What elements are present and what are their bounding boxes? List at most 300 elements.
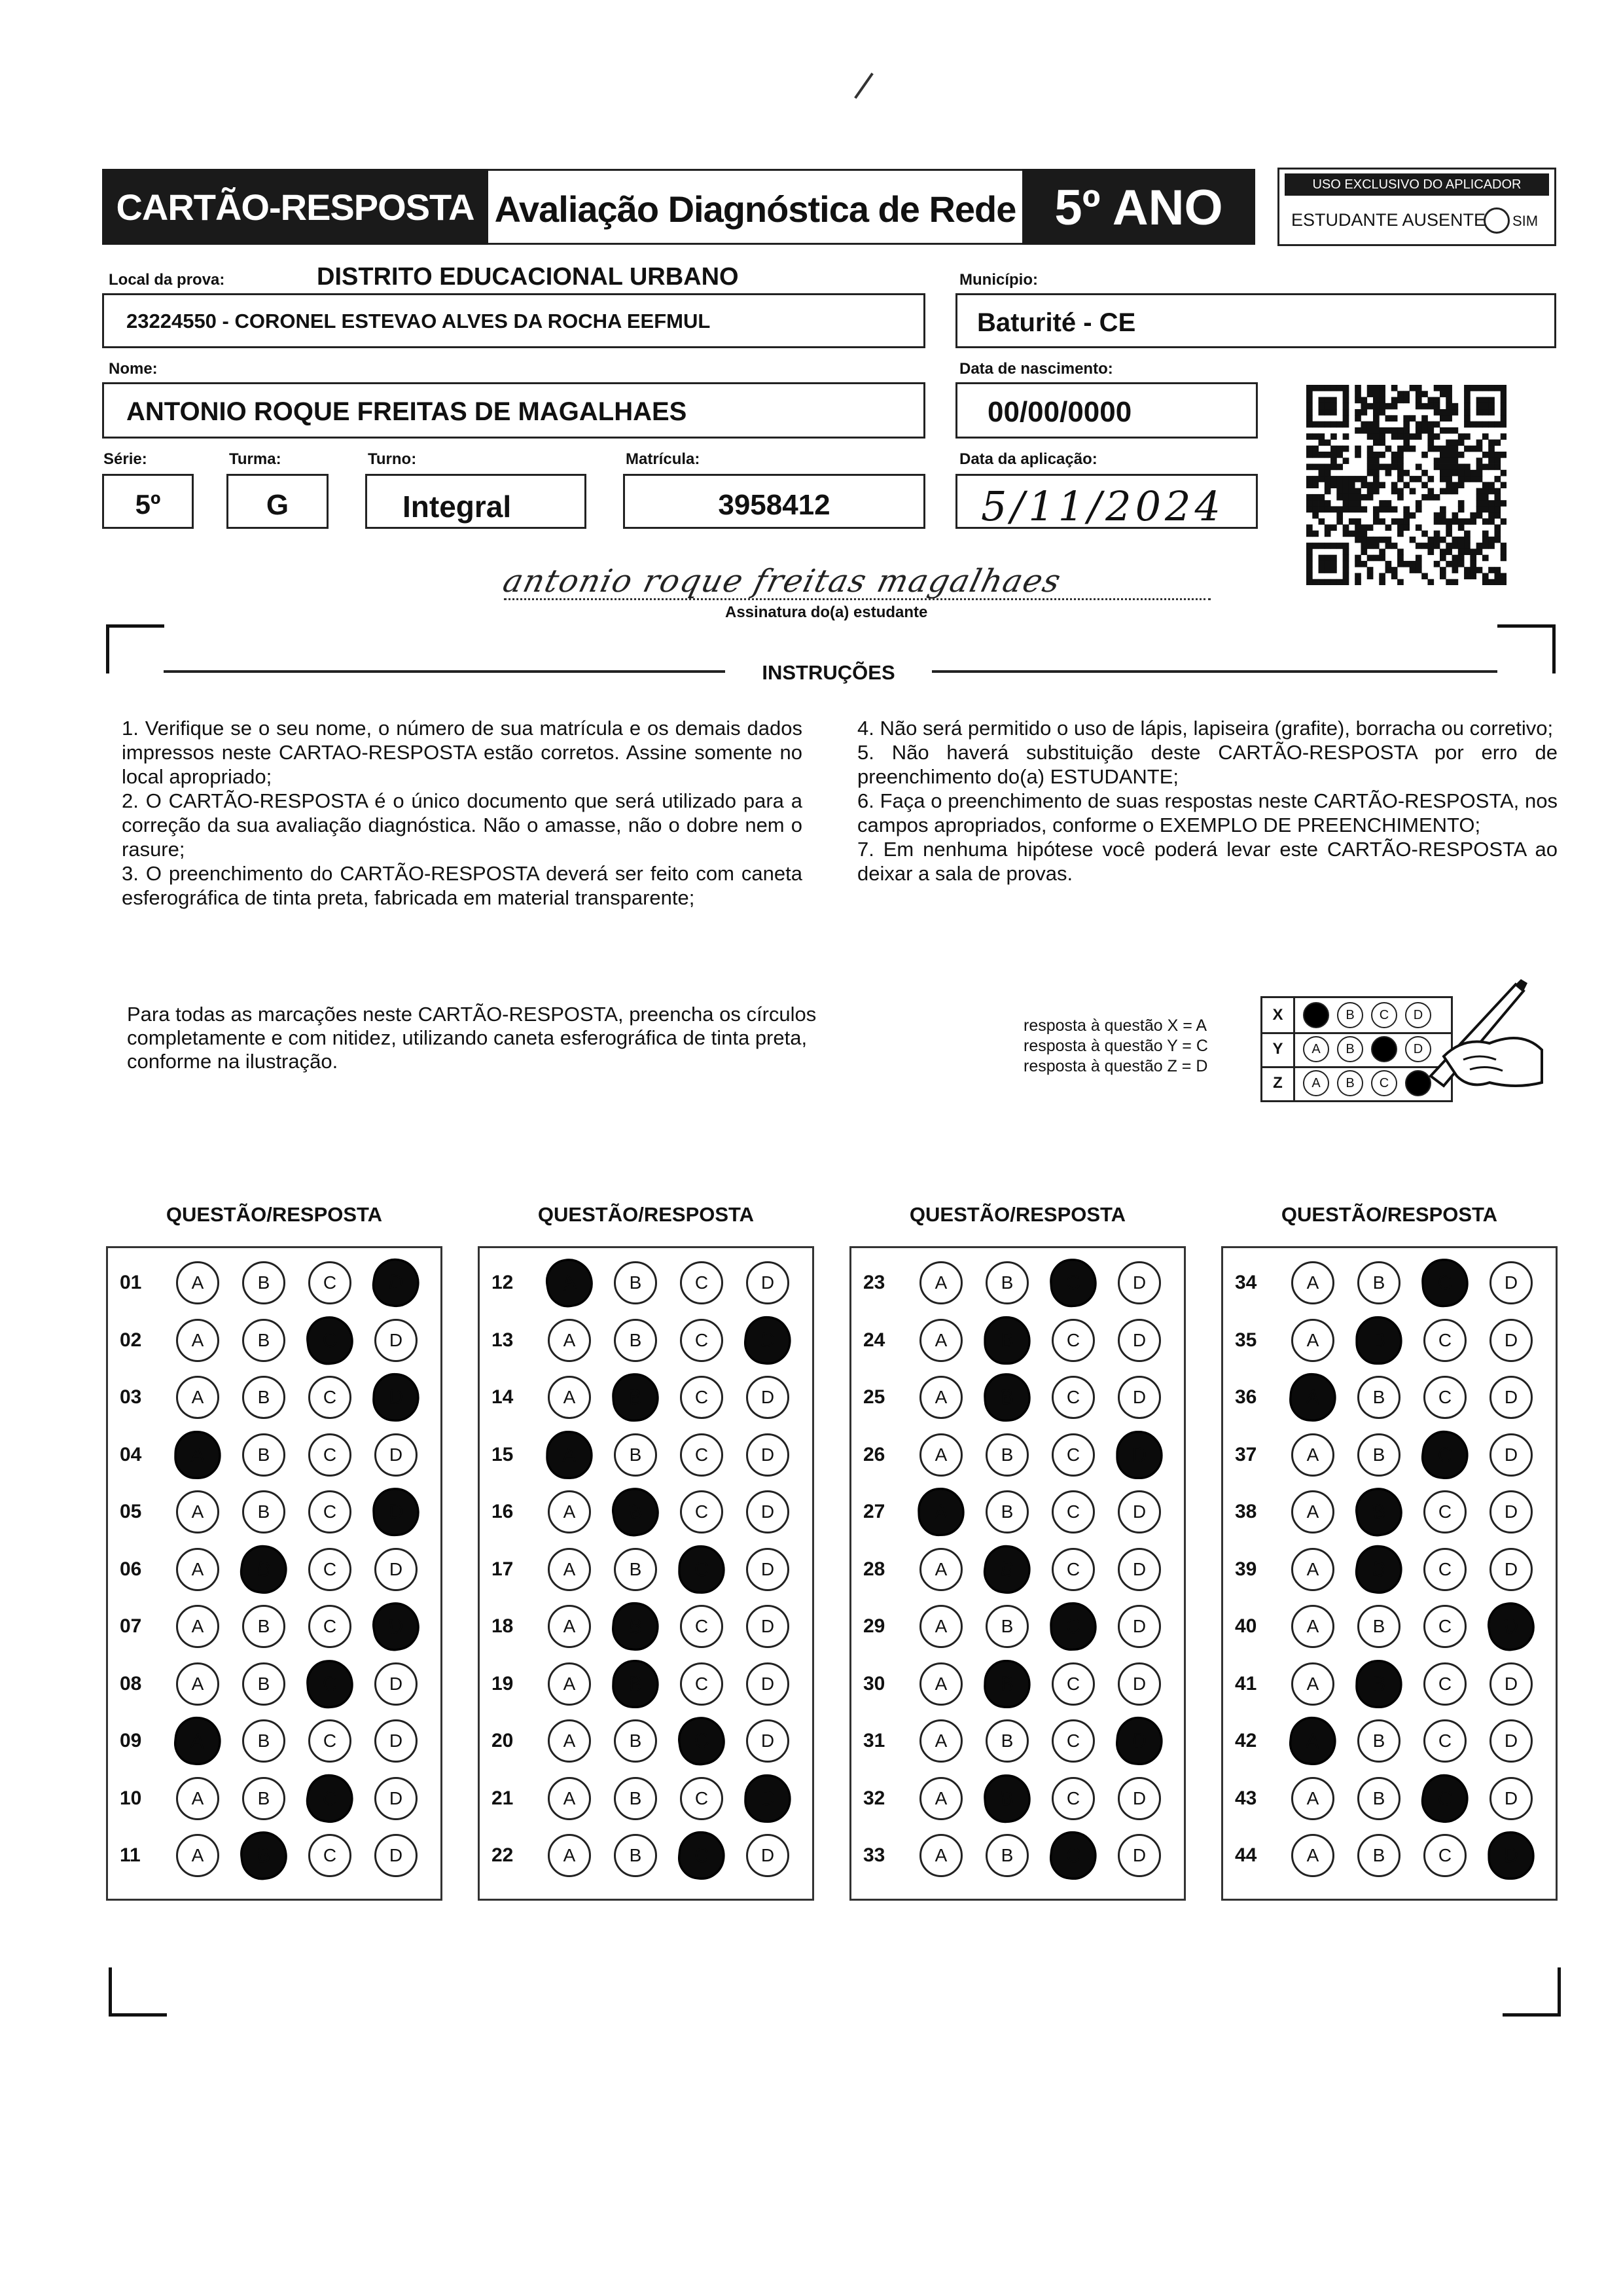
qr-module xyxy=(1501,482,1507,488)
answer-bubble-21-d[interactable]: D xyxy=(743,1773,792,1823)
answer-bubble-18-b[interactable]: B xyxy=(610,1600,660,1653)
answer-bubble-44-c[interactable]: C xyxy=(1423,1834,1467,1877)
answer-bubble-39-b[interactable]: B xyxy=(1353,1542,1406,1596)
answer-bubble-31-d[interactable]: D xyxy=(1114,1715,1164,1767)
qr-module xyxy=(1397,446,1404,452)
answer-bubble-15-a[interactable]: A xyxy=(546,1430,594,1479)
qr-module xyxy=(1416,555,1422,562)
answer-bubble-42-a[interactable]: A xyxy=(1287,1715,1339,1768)
qr-module xyxy=(1488,452,1495,458)
answer-bubble-36-d[interactable]: D xyxy=(1489,1376,1533,1419)
qr-module xyxy=(1397,470,1404,476)
qr-module xyxy=(1464,537,1471,543)
answer-bubble-28-c[interactable]: C xyxy=(1052,1548,1095,1591)
qr-module xyxy=(1361,561,1367,567)
answer-bubble-34-b[interactable]: B xyxy=(1357,1261,1400,1304)
qr-module xyxy=(1452,439,1459,446)
answer-bubble-08-a[interactable]: A xyxy=(176,1662,219,1706)
qr-module xyxy=(1440,415,1446,422)
qr-module xyxy=(1397,548,1404,555)
qr-module xyxy=(1367,470,1374,476)
answer-bubble-42-d[interactable]: D xyxy=(1489,1719,1533,1763)
qr-module xyxy=(1319,433,1325,440)
answer-bubble-38-b[interactable]: B xyxy=(1352,1484,1406,1539)
answer-bubble-34-c[interactable]: C xyxy=(1420,1257,1470,1309)
qr-module xyxy=(1355,537,1361,543)
answer-bubble-01-d[interactable]: D xyxy=(369,1255,423,1310)
answer-bubble-11-c[interactable]: C xyxy=(308,1834,351,1877)
answer-bubble-36-c[interactable]: C xyxy=(1423,1376,1467,1419)
answer-bubble-17-d[interactable]: D xyxy=(746,1548,789,1591)
answer-bubble-02-a[interactable]: A xyxy=(176,1319,219,1362)
question-number: 26 xyxy=(863,1443,885,1465)
answer-bubble-21-b[interactable]: B xyxy=(614,1777,657,1820)
question-number: 10 xyxy=(120,1787,142,1809)
qr-module xyxy=(1330,422,1337,428)
answer-bubble-19-c[interactable]: C xyxy=(680,1662,723,1706)
answer-bubble-41-a[interactable]: A xyxy=(1291,1662,1334,1706)
answer-bubble-27-b[interactable]: B xyxy=(986,1490,1029,1534)
qr-module xyxy=(1336,488,1343,495)
answer-bubble-23-a[interactable]: A xyxy=(919,1261,963,1304)
qr-module xyxy=(1355,391,1361,397)
qr-module xyxy=(1446,415,1452,422)
answer-bubble-11-a[interactable]: A xyxy=(176,1834,219,1877)
qr-module xyxy=(1476,548,1483,555)
answer-bubble-02-b[interactable]: B xyxy=(242,1319,285,1362)
answer-bubble-42-c[interactable]: C xyxy=(1423,1719,1467,1763)
qr-module xyxy=(1349,506,1355,512)
qr-module xyxy=(1330,409,1337,416)
qr-module xyxy=(1391,488,1398,495)
answer-bubble-12-a[interactable]: A xyxy=(542,1255,596,1310)
answer-bubble-08-b[interactable]: B xyxy=(242,1662,285,1706)
qr-module xyxy=(1373,464,1380,471)
qr-module xyxy=(1403,397,1410,404)
qr-module xyxy=(1440,464,1446,471)
qr-module xyxy=(1361,403,1367,410)
answer-bubble-07-a[interactable]: A xyxy=(176,1605,219,1648)
answer-bubble-40-c[interactable]: C xyxy=(1423,1605,1467,1648)
answer-bubble-34-a[interactable]: A xyxy=(1291,1261,1334,1304)
qr-module xyxy=(1397,476,1404,482)
answer-bubble-22-b[interactable]: B xyxy=(614,1834,657,1877)
answer-bubble-06-d[interactable]: D xyxy=(374,1548,418,1591)
answer-bubble-25-d[interactable]: D xyxy=(1118,1376,1161,1419)
qr-module xyxy=(1416,403,1422,410)
qr-module xyxy=(1379,397,1385,404)
answer-bubble-12-d[interactable]: D xyxy=(746,1261,789,1304)
example-bubble-y-c: C xyxy=(1371,1036,1397,1062)
answer-bubble-04-d[interactable]: D xyxy=(374,1433,418,1477)
answer-bubble-28-d[interactable]: D xyxy=(1118,1548,1161,1591)
answer-bubble-13-a[interactable]: A xyxy=(548,1319,591,1362)
answer-bubble-17-c[interactable]: C xyxy=(678,1545,726,1594)
answer-bubble-04-c[interactable]: C xyxy=(308,1433,351,1477)
qr-module xyxy=(1355,415,1361,422)
answer-bubble-25-b[interactable]: B xyxy=(982,1372,1031,1423)
qr-module xyxy=(1403,391,1410,397)
answer-bubble-41-c[interactable]: C xyxy=(1423,1662,1467,1706)
answer-bubble-43-b[interactable]: B xyxy=(1357,1777,1400,1820)
answer-bubble-21-a[interactable]: A xyxy=(548,1777,591,1820)
answer-bubble-33-c[interactable]: C xyxy=(1048,1829,1099,1882)
qr-module xyxy=(1312,579,1319,585)
answer-bubble-31-b[interactable]: B xyxy=(986,1719,1029,1763)
qr-module xyxy=(1476,409,1483,416)
answer-bubble-05-c[interactable]: C xyxy=(308,1490,351,1534)
instructions-rule-left xyxy=(164,670,725,673)
answer-bubble-01-b[interactable]: B xyxy=(242,1261,285,1304)
answer-bubble-17-a[interactable]: A xyxy=(548,1548,591,1591)
answer-bubble-16-a[interactable]: A xyxy=(548,1490,591,1534)
answer-bubble-24-c[interactable]: C xyxy=(1052,1319,1095,1362)
answer-bubble-02-c[interactable]: C xyxy=(304,1313,356,1367)
answer-bubble-15-b[interactable]: B xyxy=(614,1433,657,1477)
answer-bubble-08-d[interactable]: D xyxy=(374,1662,418,1706)
answer-bubble-35-a[interactable]: A xyxy=(1291,1319,1334,1362)
qr-module xyxy=(1494,422,1501,428)
answer-bubble-44-b[interactable]: B xyxy=(1357,1834,1400,1877)
answer-bubble-41-d[interactable]: D xyxy=(1489,1662,1533,1706)
answer-bubble-36-a[interactable]: A xyxy=(1288,1372,1338,1424)
answer-bubble-28-a[interactable]: A xyxy=(919,1548,963,1591)
answer-bubble-29-c[interactable]: C xyxy=(1049,1602,1097,1651)
qr-module xyxy=(1494,512,1501,519)
qr-module xyxy=(1367,385,1374,391)
qr-module xyxy=(1385,567,1392,573)
qr-module xyxy=(1476,470,1483,476)
answer-bubble-24-d[interactable]: D xyxy=(1118,1319,1161,1362)
answer-bubble-09-c[interactable]: C xyxy=(308,1719,351,1763)
qr-module xyxy=(1416,391,1422,397)
qr-module xyxy=(1440,506,1446,512)
answer-bubble-44-d[interactable]: D xyxy=(1488,1831,1535,1880)
qr-module xyxy=(1416,543,1422,549)
answer-bubble-07-c[interactable]: C xyxy=(308,1605,351,1648)
qr-module xyxy=(1330,579,1337,585)
qr-module xyxy=(1476,512,1483,519)
question-number: 19 xyxy=(491,1672,514,1695)
answer-bubble-02-d[interactable]: D xyxy=(374,1319,418,1362)
question-number: 05 xyxy=(120,1501,142,1522)
answer-bubble-43-c[interactable]: C xyxy=(1418,1770,1472,1825)
corner-mark-bottom-left xyxy=(109,1967,167,2017)
answer-bubble-14-a[interactable]: A xyxy=(548,1376,591,1419)
qr-module xyxy=(1325,531,1331,537)
answer-bubble-14-c[interactable]: C xyxy=(680,1376,723,1419)
answer-bubble-13-d[interactable]: D xyxy=(742,1314,794,1367)
answer-bubble-34-d[interactable]: D xyxy=(1489,1261,1533,1304)
answer-bubble-38-a[interactable]: A xyxy=(1291,1490,1334,1534)
answer-bubble-39-a[interactable]: A xyxy=(1291,1548,1334,1591)
answer-bubble-06-b[interactable]: B xyxy=(238,1542,291,1596)
aplicacao-value: 5/11/2024 xyxy=(981,482,1224,530)
answer-bubble-20-c[interactable]: C xyxy=(675,1713,728,1768)
answer-bubble-21-c[interactable]: C xyxy=(680,1777,723,1820)
answer-bubble-10-b[interactable]: B xyxy=(242,1777,285,1820)
qr-module xyxy=(1355,500,1361,507)
answer-bubble-19-d[interactable]: D xyxy=(746,1662,789,1706)
qr-module xyxy=(1319,470,1325,476)
answer-bubble-05-b[interactable]: B xyxy=(242,1490,285,1534)
answer-bubble-32-c[interactable]: C xyxy=(1052,1777,1095,1820)
answer-bubble-05-d[interactable]: D xyxy=(371,1486,420,1537)
qr-module xyxy=(1306,452,1313,458)
answer-bubble-16-d[interactable]: D xyxy=(746,1490,789,1534)
qr-module xyxy=(1458,482,1465,488)
answer-bubble-26-a[interactable]: A xyxy=(919,1433,963,1477)
answer-bubble-29-b[interactable]: B xyxy=(986,1605,1029,1648)
qr-module xyxy=(1330,385,1337,391)
qr-module xyxy=(1446,470,1452,476)
answer-bubble-30-b[interactable]: B xyxy=(983,1659,1031,1708)
qr-module xyxy=(1458,555,1465,562)
qr-module xyxy=(1434,518,1440,525)
answer-bubble-23-c[interactable]: C xyxy=(1048,1257,1098,1309)
qr-module xyxy=(1476,397,1483,404)
answer-bubble-26-b[interactable]: B xyxy=(986,1433,1029,1477)
qr-module xyxy=(1379,403,1385,410)
answer-bubble-18-a[interactable]: A xyxy=(548,1605,591,1648)
instruction-4: 4. Não será permitido o uso de lápis, lapiseira (grafite), borracha ou corretivo; xyxy=(857,717,1554,740)
qr-module xyxy=(1470,548,1476,555)
qr-module xyxy=(1470,476,1476,482)
answer-bubble-29-d[interactable]: D xyxy=(1118,1605,1161,1648)
qr-module xyxy=(1464,446,1471,452)
qr-module xyxy=(1464,415,1471,422)
answer-bubble-37-b[interactable]: B xyxy=(1357,1433,1400,1477)
answer-bubble-23-b[interactable]: B xyxy=(986,1261,1029,1304)
answer-panel-2 xyxy=(478,1246,814,1901)
qr-module xyxy=(1501,555,1507,562)
qr-module xyxy=(1421,543,1428,549)
answer-bubble-19-b[interactable]: B xyxy=(611,1659,660,1708)
local-field xyxy=(102,293,925,348)
answer-bubble-22-c[interactable]: C xyxy=(676,1829,728,1882)
qr-module xyxy=(1440,537,1446,543)
answer-bubble-36-b[interactable]: B xyxy=(1357,1376,1400,1419)
answer-bubble-07-b[interactable]: B xyxy=(242,1605,285,1648)
answer-bubble-24-a[interactable]: A xyxy=(919,1319,963,1362)
question-number: 33 xyxy=(863,1844,885,1866)
qr-module xyxy=(1373,518,1380,525)
answer-bubble-30-c[interactable]: C xyxy=(1052,1662,1095,1706)
answer-bubble-40-d[interactable]: D xyxy=(1484,1599,1538,1654)
answer-bubble-04-b[interactable]: B xyxy=(242,1433,285,1477)
qr-module xyxy=(1482,385,1489,391)
answer-bubble-22-d[interactable]: D xyxy=(746,1834,789,1877)
answer-bubble-26-d[interactable]: D xyxy=(1116,1431,1162,1479)
qr-module xyxy=(1397,464,1404,471)
qr-module xyxy=(1361,409,1367,416)
answer-bubble-33-d[interactable]: D xyxy=(1118,1834,1161,1877)
qr-module xyxy=(1482,403,1489,410)
qr-module xyxy=(1501,452,1507,458)
answer-bubble-41-b[interactable]: B xyxy=(1355,1659,1403,1708)
answer-bubble-40-a[interactable]: A xyxy=(1291,1605,1334,1648)
answer-bubble-07-d[interactable]: D xyxy=(369,1599,423,1654)
qr-module xyxy=(1361,427,1367,434)
answer-bubble-20-d[interactable]: D xyxy=(746,1719,789,1763)
qr-module xyxy=(1470,422,1476,428)
qr-module xyxy=(1391,427,1398,434)
answer-bubble-09-a[interactable]: A xyxy=(172,1715,224,1768)
answer-bubble-32-d[interactable]: D xyxy=(1118,1777,1161,1820)
answer-bubble-20-a[interactable]: A xyxy=(548,1719,591,1763)
answer-bubble-33-b[interactable]: B xyxy=(986,1834,1029,1877)
answer-bubble-43-a[interactable]: A xyxy=(1291,1777,1334,1820)
qr-module xyxy=(1373,470,1380,476)
qr-module xyxy=(1501,579,1507,585)
answer-bubble-15-d[interactable]: D xyxy=(746,1433,789,1477)
qr-module xyxy=(1343,457,1349,464)
qr-module xyxy=(1458,433,1465,440)
qr-module xyxy=(1385,506,1392,512)
municipio-label: Município: xyxy=(959,271,1038,289)
answer-bubble-09-d[interactable]: D xyxy=(374,1719,418,1763)
answer-bubble-37-d[interactable]: D xyxy=(1489,1433,1533,1477)
answer-bubble-35-b[interactable]: B xyxy=(1355,1316,1402,1365)
qr-module xyxy=(1373,537,1380,543)
answer-bubble-11-b[interactable]: B xyxy=(238,1829,290,1882)
answer-bubble-03-a[interactable]: A xyxy=(176,1376,219,1419)
answer-bubble-40-b[interactable]: B xyxy=(1357,1605,1400,1648)
qr-module xyxy=(1306,561,1313,567)
answer-bubble-16-c[interactable]: C xyxy=(680,1490,723,1534)
qr-module xyxy=(1482,464,1489,471)
answer-bubble-12-b[interactable]: B xyxy=(614,1261,657,1304)
answer-bubble-20-b[interactable]: B xyxy=(614,1719,657,1763)
answer-bubble-37-a[interactable]: A xyxy=(1291,1433,1334,1477)
qr-module xyxy=(1361,494,1367,501)
qr-module xyxy=(1343,555,1349,562)
qr-module xyxy=(1379,500,1385,507)
answer-bubble-18-d[interactable]: D xyxy=(746,1605,789,1648)
qr-module xyxy=(1312,433,1319,440)
answer-bubble-31-c[interactable]: C xyxy=(1052,1719,1095,1763)
answer-bubble-08-c[interactable]: C xyxy=(304,1658,355,1710)
answer-bubble-12-c[interactable]: C xyxy=(680,1261,723,1304)
answer-bubble-25-a[interactable]: A xyxy=(919,1376,963,1419)
question-number: 22 xyxy=(491,1844,514,1866)
answer-bubble-01-a[interactable]: A xyxy=(176,1261,219,1304)
answer-bubble-06-c[interactable]: C xyxy=(308,1548,351,1591)
answer-bubble-30-a[interactable]: A xyxy=(919,1662,963,1706)
answer-bubble-10-d[interactable]: D xyxy=(374,1777,418,1820)
answer-bubble-18-c[interactable]: C xyxy=(680,1605,723,1648)
answer-bubble-19-a[interactable]: A xyxy=(548,1662,591,1706)
answer-bubble-06-a[interactable]: A xyxy=(176,1548,219,1591)
answer-bubble-03-d[interactable]: D xyxy=(371,1372,420,1423)
answer-bubble-27-a[interactable]: A xyxy=(917,1487,965,1537)
qr-module xyxy=(1397,391,1404,397)
answer-bubble-25-c[interactable]: C xyxy=(1052,1376,1095,1419)
answer-bubble-35-c[interactable]: C xyxy=(1423,1319,1467,1362)
answer-bubble-03-b[interactable]: B xyxy=(242,1376,285,1419)
answer-bubble-15-c[interactable]: C xyxy=(680,1433,723,1477)
answer-bubble-01-c[interactable]: C xyxy=(308,1261,351,1304)
answer-bubble-27-c[interactable]: C xyxy=(1052,1490,1095,1534)
answer-bubble-10-a[interactable]: A xyxy=(176,1777,219,1820)
answer-bubble-28-b[interactable]: B xyxy=(981,1542,1034,1596)
answer-bubble-03-c[interactable]: C xyxy=(308,1376,351,1419)
qr-module xyxy=(1482,500,1489,507)
instruction-3: 3. O preenchimento do CARTÃO-RESPOSTA deverá ser feito com caneta esferográfica de tinta preta, fabricada em material transparente; xyxy=(122,862,802,909)
answer-bubble-38-c[interactable]: C xyxy=(1423,1490,1467,1534)
answer-bubble-35-d[interactable]: D xyxy=(1489,1319,1533,1362)
answer-bubble-23-d[interactable]: D xyxy=(1118,1261,1161,1304)
qr-module xyxy=(1427,397,1434,404)
answer-bubble-04-a[interactable]: A xyxy=(174,1430,222,1479)
qr-module xyxy=(1427,488,1434,495)
answer-bubble-32-a[interactable]: A xyxy=(919,1777,963,1820)
qr-module xyxy=(1379,433,1385,440)
qr-module xyxy=(1410,446,1416,452)
absent-checkbox[interactable] xyxy=(1484,207,1510,234)
qr-module xyxy=(1470,573,1476,579)
answer-bubble-37-c[interactable]: C xyxy=(1419,1427,1471,1481)
qr-module xyxy=(1446,579,1452,585)
answer-bubble-05-a[interactable]: A xyxy=(176,1490,219,1534)
answer-bubble-42-b[interactable]: B xyxy=(1357,1719,1400,1763)
answer-panel-3 xyxy=(849,1246,1186,1901)
qr-module xyxy=(1306,500,1313,507)
qr-module xyxy=(1306,433,1313,440)
qr-module xyxy=(1440,409,1446,416)
answer-bubble-13-c[interactable]: C xyxy=(680,1319,723,1362)
answer-bubble-33-a[interactable]: A xyxy=(919,1834,963,1877)
instruction-7: 7. Em nenhuma hipótese você poderá levar este CARTÃO-RESPOSTA ao deixar a sala de provas. xyxy=(857,838,1558,885)
answer-bubble-09-b[interactable]: B xyxy=(242,1719,285,1763)
answer-bubble-27-d[interactable]: D xyxy=(1118,1490,1161,1534)
answer-bubble-11-d[interactable]: D xyxy=(374,1834,418,1877)
qr-module xyxy=(1306,524,1313,531)
example-bubble-y-d: D xyxy=(1405,1036,1431,1062)
legend-line-z: resposta à questão Z = D xyxy=(1024,1057,1208,1075)
answer-bubble-30-d[interactable]: D xyxy=(1118,1662,1161,1706)
answer-bubble-43-d[interactable]: D xyxy=(1489,1777,1533,1820)
answer-bubble-44-a[interactable]: A xyxy=(1291,1834,1334,1877)
qr-module xyxy=(1349,482,1355,488)
example-legend xyxy=(1024,1016,1208,1077)
qr-module xyxy=(1355,488,1361,495)
qr-module xyxy=(1319,518,1325,525)
answer-bubble-24-b[interactable]: B xyxy=(984,1316,1030,1365)
answer-bubble-16-b[interactable]: B xyxy=(609,1484,662,1539)
answer-bubble-10-c[interactable]: C xyxy=(303,1770,357,1825)
answer-bubble-26-c[interactable]: C xyxy=(1052,1433,1095,1477)
qr-module xyxy=(1427,439,1434,446)
answer-bubble-39-d[interactable]: D xyxy=(1489,1548,1533,1591)
answer-bubble-14-b[interactable]: B xyxy=(611,1372,660,1423)
qr-module xyxy=(1416,385,1422,391)
answer-bubble-29-a[interactable]: A xyxy=(919,1605,963,1648)
answer-bubble-38-d[interactable]: D xyxy=(1489,1490,1533,1534)
instruction-1: 1. Verifique se o seu nome, o número de sua matrícula e os demais dados impressos neste CARTAO-RESPOSTA estão corretos. Assine somente no local apropriado; xyxy=(122,717,802,788)
answer-bubble-17-b[interactable]: B xyxy=(614,1548,657,1591)
qr-module xyxy=(1373,452,1380,458)
answer-bubble-32-b[interactable]: B xyxy=(982,1772,1032,1824)
qr-module xyxy=(1336,452,1343,458)
answer-bubble-39-c[interactable]: C xyxy=(1423,1548,1467,1591)
answer-bubble-14-d[interactable]: D xyxy=(746,1376,789,1419)
answer-bubble-22-a[interactable]: A xyxy=(548,1834,591,1877)
qr-module xyxy=(1476,439,1483,446)
qr-module xyxy=(1421,452,1428,458)
answer-bubble-31-a[interactable]: A xyxy=(919,1719,963,1763)
answer-bubble-13-b[interactable]: B xyxy=(614,1319,657,1362)
